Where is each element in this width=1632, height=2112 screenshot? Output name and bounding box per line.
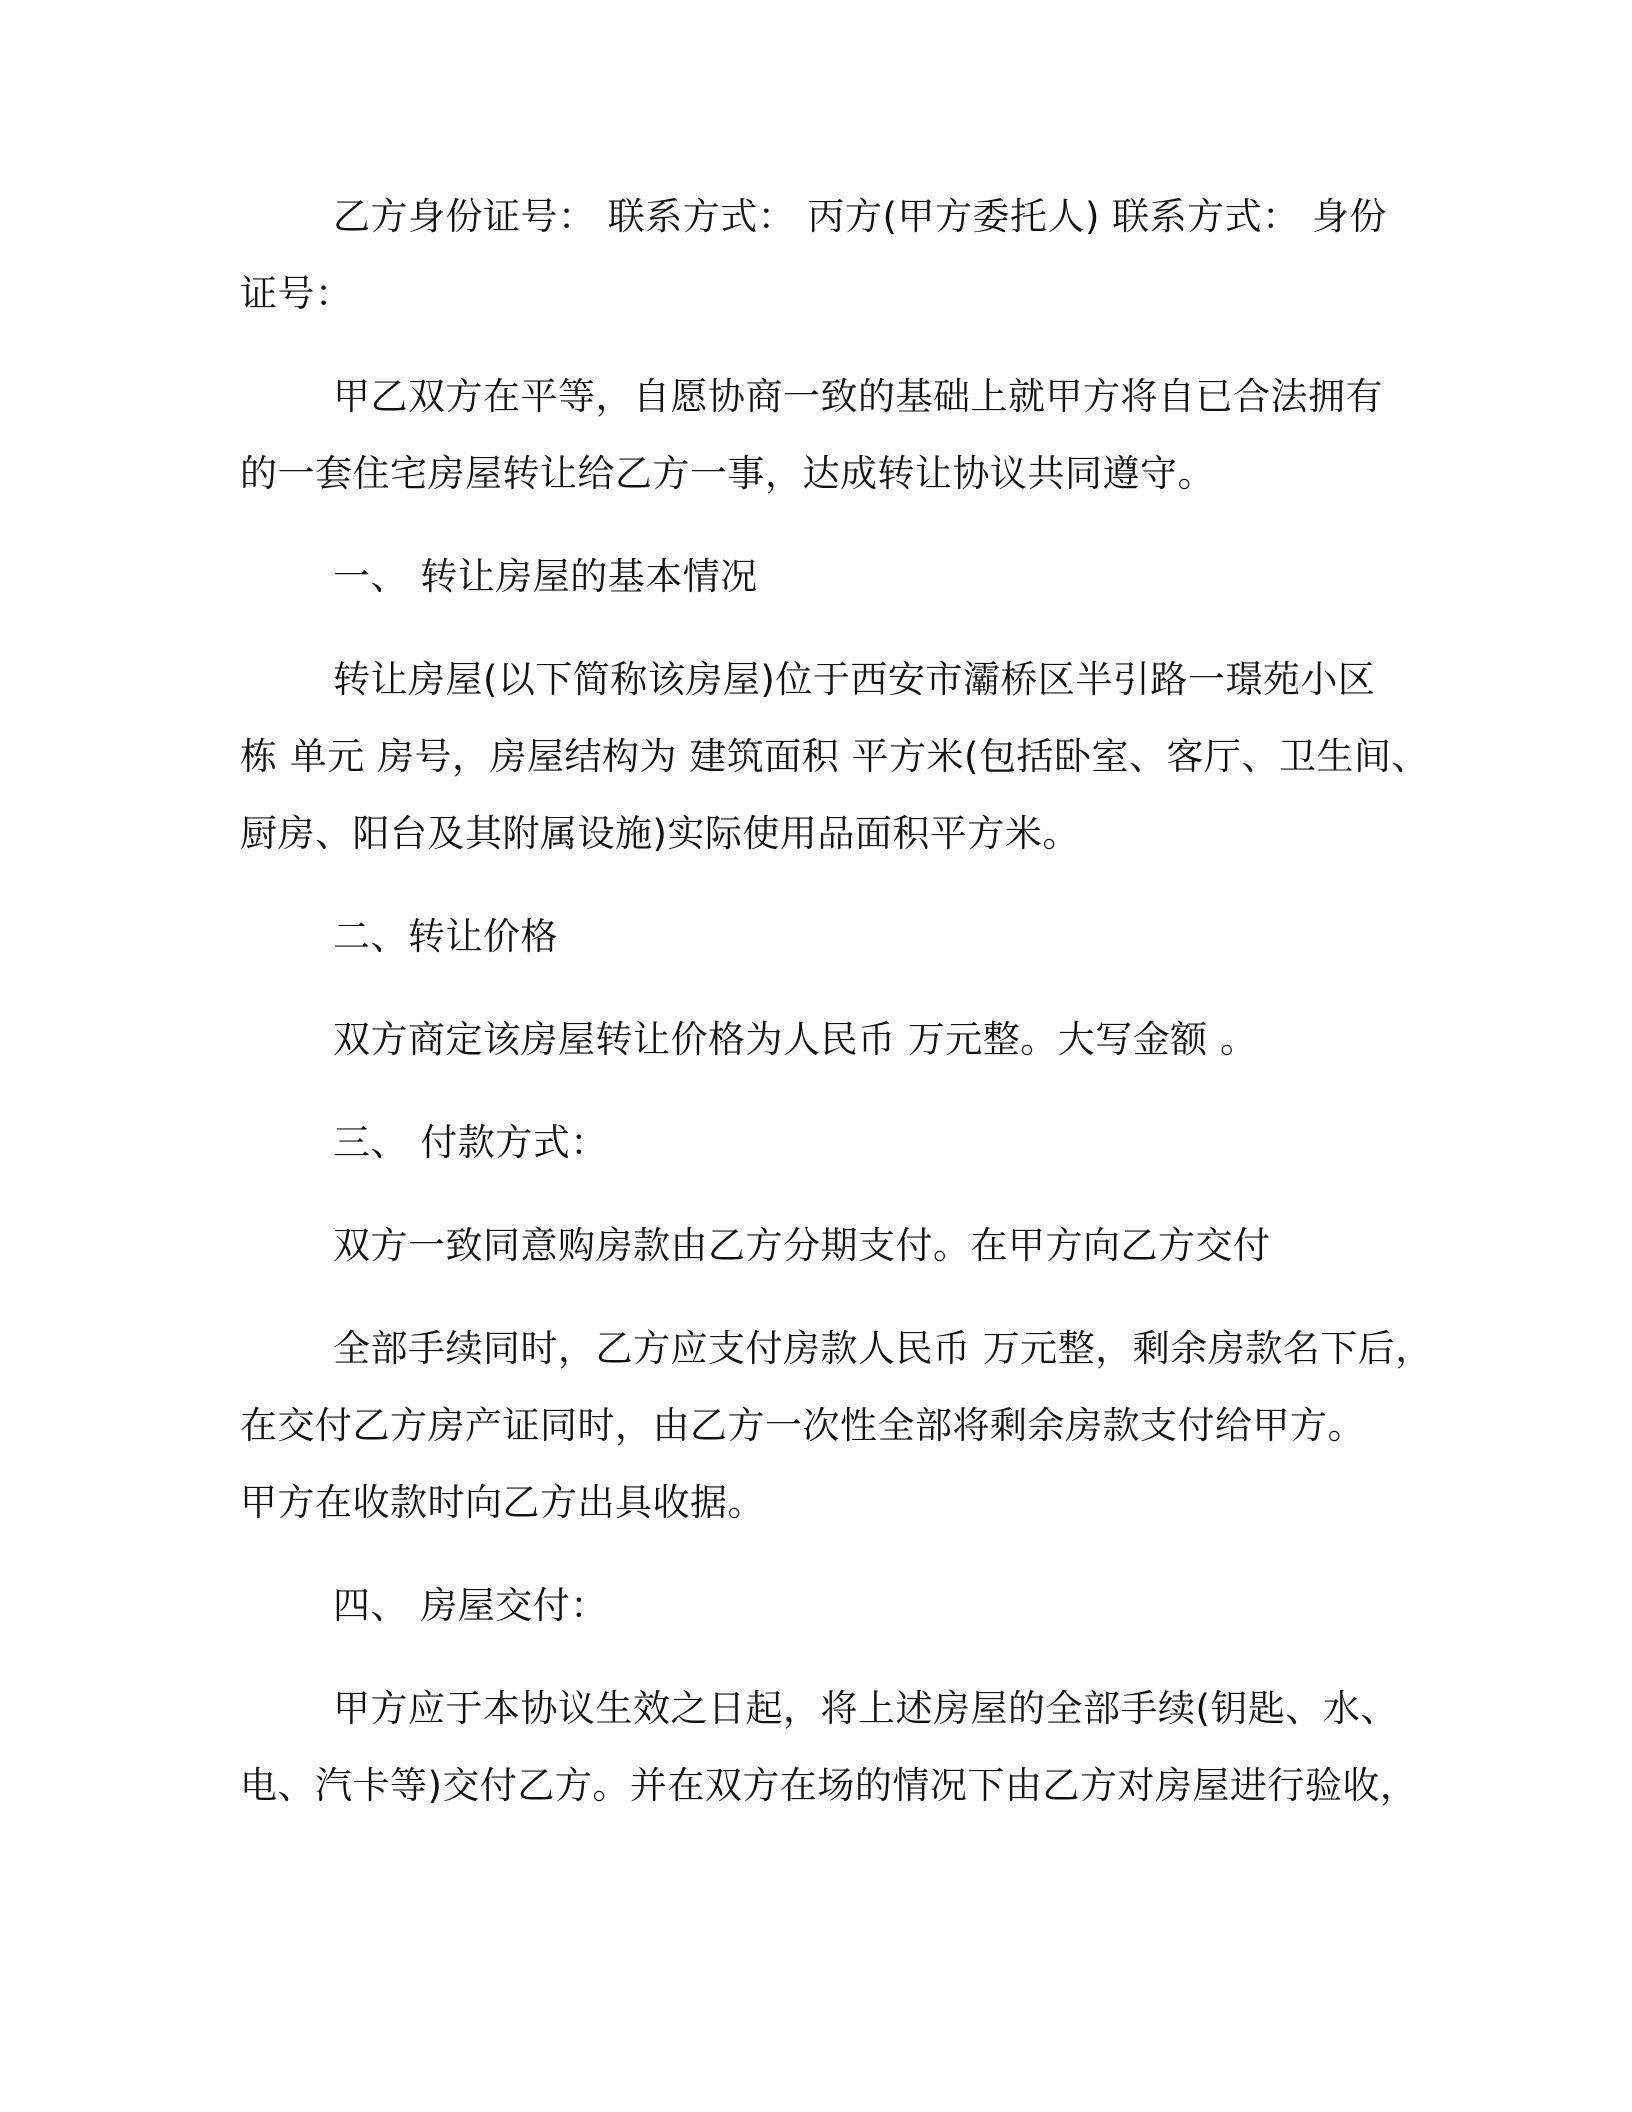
section-1-text-line-1: 转让房屋(以下简称该房屋)位于西安市灞桥区半引路一璟苑小区 bbox=[333, 658, 1376, 701]
section-4-text-line-2: 电、汽卡等)交付乙方。并在双方在场的情况下由乙方对房屋进行验收， bbox=[240, 1764, 1418, 1807]
preamble-line-2: 的一套住宅房屋转让给乙方一事，达成转让协议共同遵守。 bbox=[240, 452, 1215, 495]
section-1-text-line-2: 栋 单元 房号，房屋结构为 建筑面积 平方米(包括卧室、客厅、卫生间、 bbox=[240, 735, 1429, 778]
section-2-heading: 二、转让价格 bbox=[333, 915, 558, 958]
section-2-text: 双方商定该房屋转让价格为人民币 万元整。大写金额 。 bbox=[333, 1018, 1258, 1061]
section-3-text-line-4: 甲方在收款时向乙方出具收据。 bbox=[240, 1481, 765, 1524]
id-number-line: 证号： bbox=[240, 272, 353, 315]
section-3-text-line-2: 全部手续同时，乙方应支付房款人民币 万元整，剩余房款名下后， bbox=[333, 1327, 1433, 1370]
section-3-text-line-1: 双方一致同意购房款由乙方分期支付。在甲方向乙方交付 bbox=[333, 1224, 1271, 1267]
section-1-text-line-3: 厨房、阳台及其附属设施)实际使用品面积平方米。 bbox=[240, 812, 1080, 855]
section-4-text-line-1: 甲方应于本协议生效之日起，将上述房屋的全部手续(钥匙、水、 bbox=[333, 1687, 1398, 1730]
party-b-contact-line: 乙方身份证号： 联系方式： 丙方(甲方委托人) 联系方式： 身份 bbox=[333, 195, 1387, 238]
section-1-heading: 一、 转让房屋的基本情况 bbox=[333, 555, 758, 598]
section-3-heading: 三、 付款方式： bbox=[333, 1121, 608, 1164]
section-4-heading: 四、 房屋交付： bbox=[333, 1584, 608, 1627]
preamble-line-1: 甲乙双方在平等，自愿协商一致的基础上就甲方将自已合法拥有 bbox=[333, 375, 1383, 418]
section-3-text-line-3: 在交付乙方房产证同时，由乙方一次性全部将剩余房款支付给甲方。 bbox=[240, 1404, 1365, 1447]
